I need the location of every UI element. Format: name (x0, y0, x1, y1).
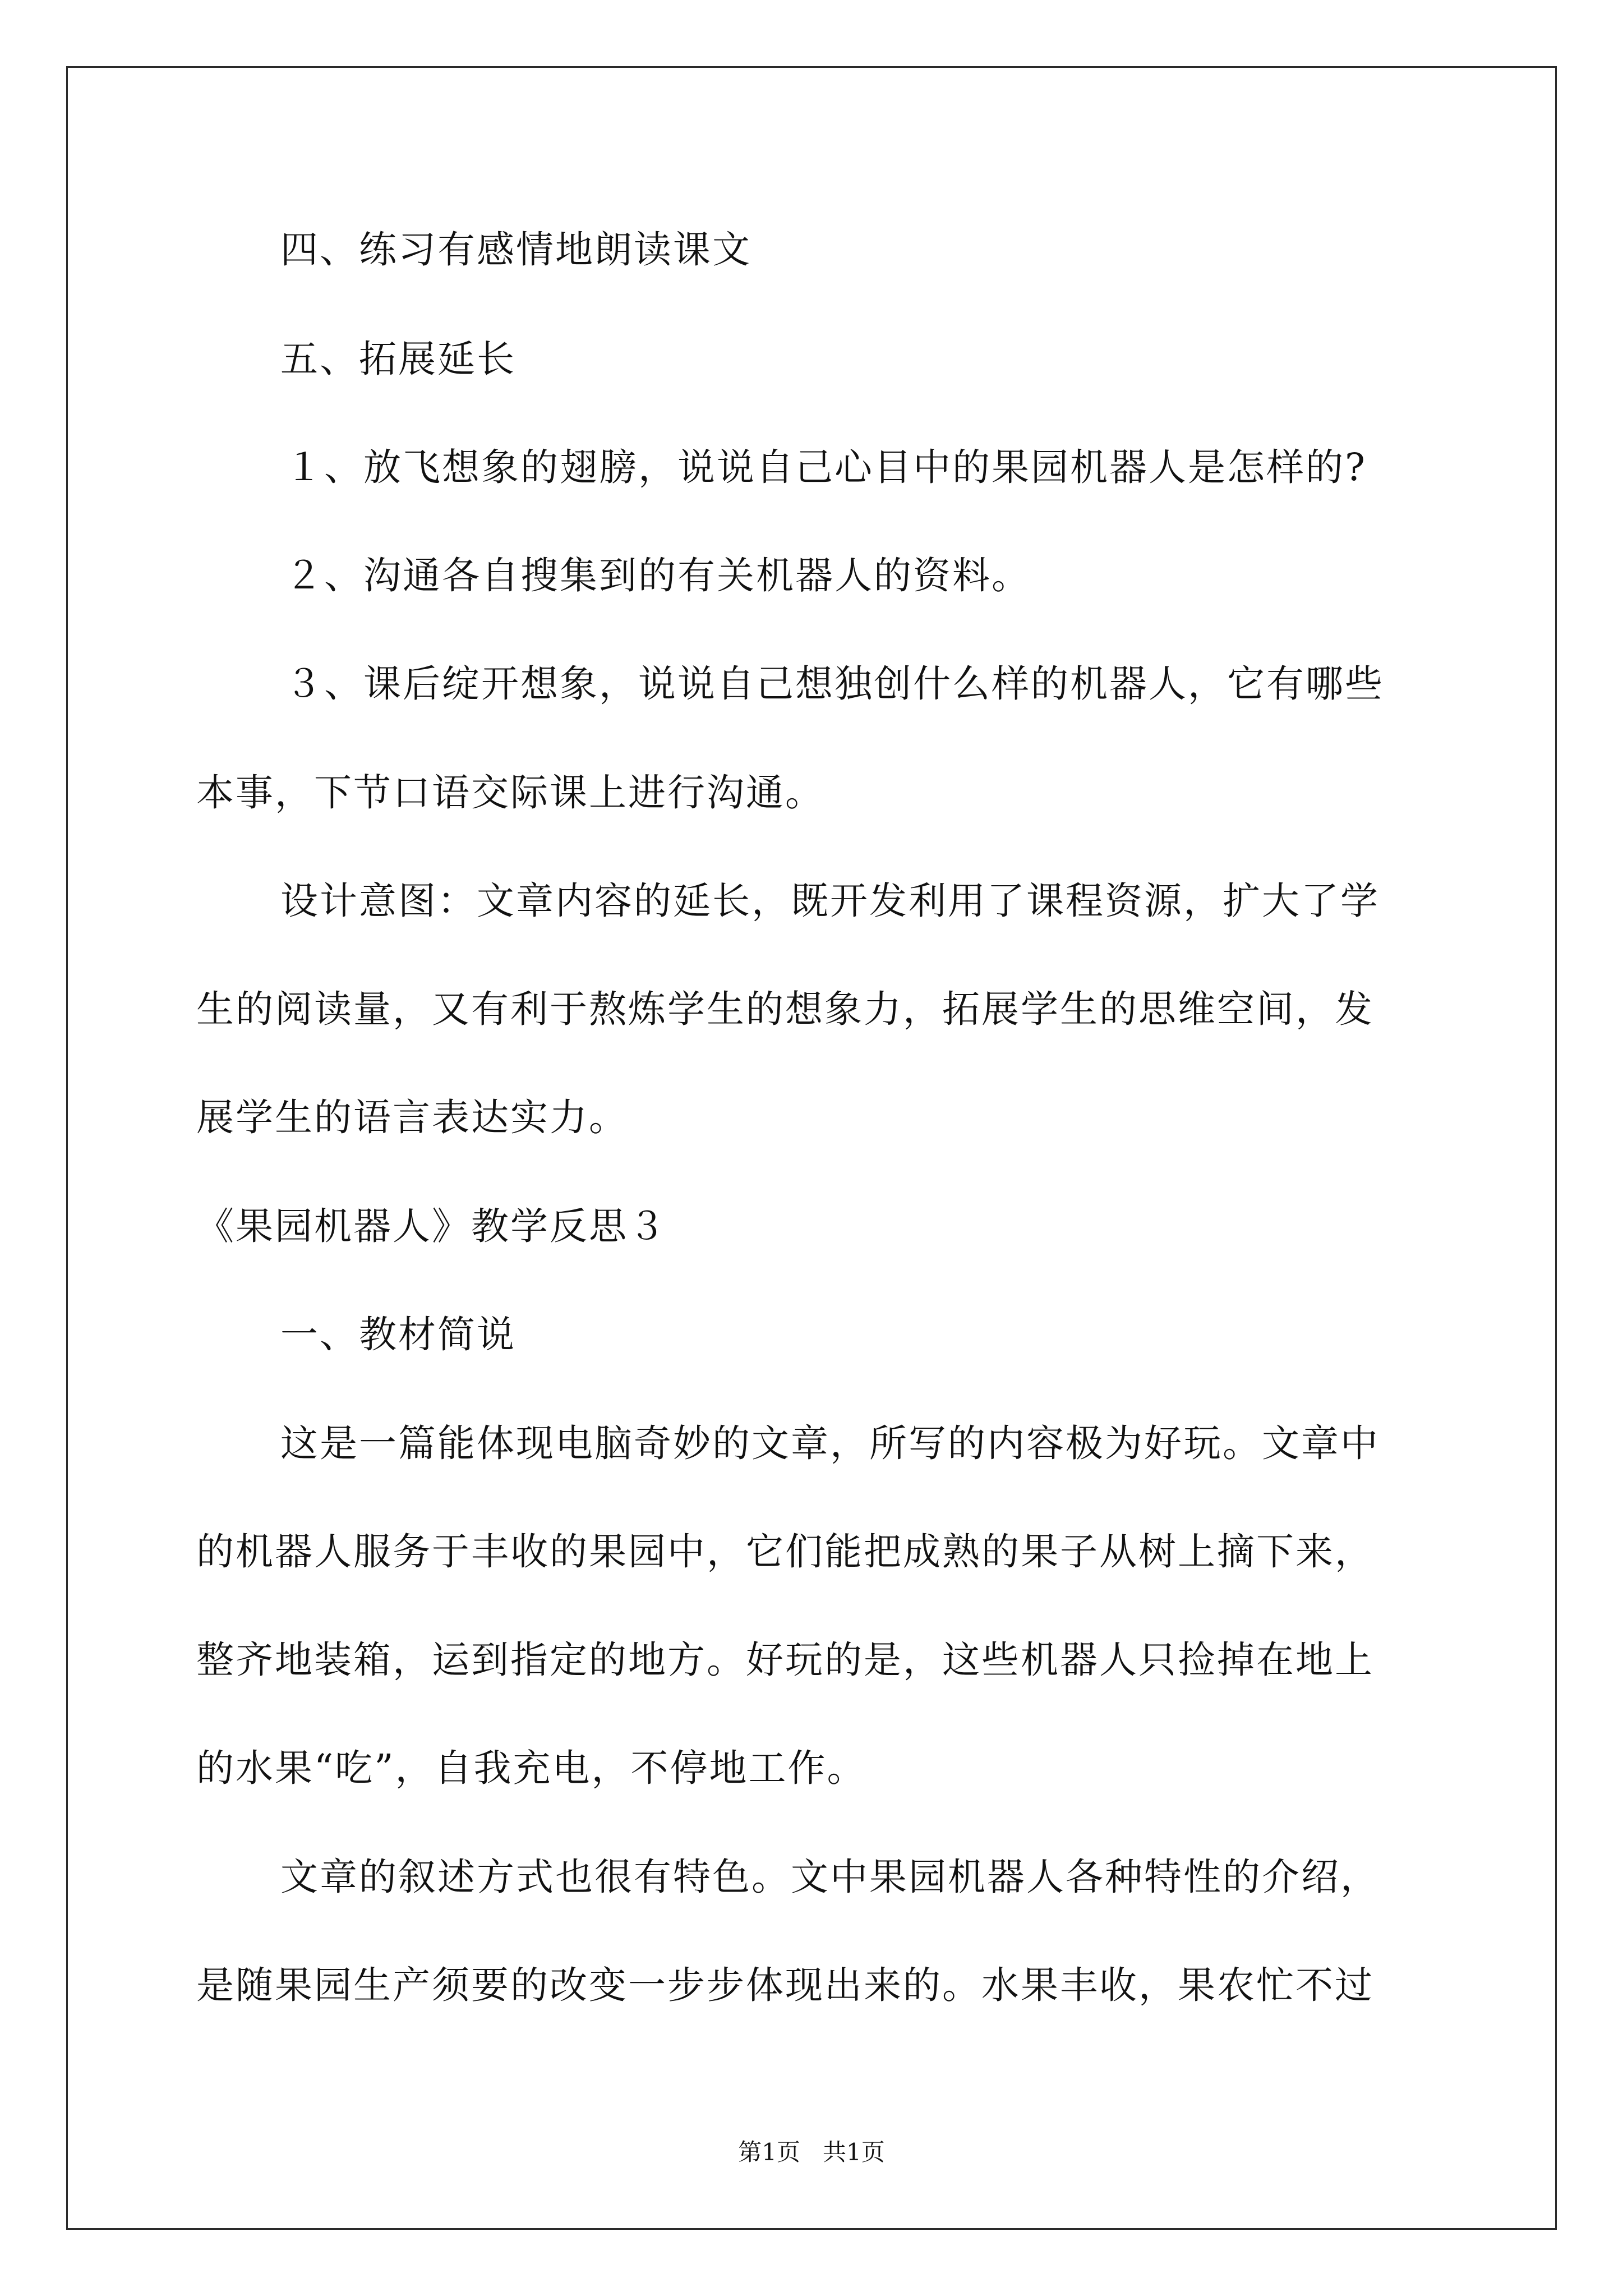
section-heading-1: 一、教材简说 (280, 1313, 516, 1356)
paragraph-line: 生的阅读量，又有利于熬炼学生的想象力，拓展学生的思维空间，发 (196, 987, 1374, 1031)
section-heading-4: 四、练习有感情地朗读课文 (280, 228, 751, 272)
article-title: 《果园机器人》教学反思３ (196, 1204, 667, 1248)
paragraph-line: 文章的叙述方式也很有特色。文中果园机器人各种特性的介绍， (280, 1855, 1380, 1899)
paragraph-line: 本事，下节口语交际课上进行沟通。 (196, 771, 824, 815)
section-heading-5: 五、拓展延长 (280, 337, 516, 381)
paragraph-line: 这是一篇能体现电脑奇妙的文章，所写的内容极为好玩。文章中 (280, 1421, 1380, 1465)
paragraph-line: 的水果“吃”，自我充电，不停地工作。 (196, 1746, 866, 1790)
list-item-2: ２、沟通各自搜集到的有关机器人的资料。 (285, 554, 1031, 597)
paragraph-line: 整齐地装箱，运到指定的地方。好玩的是，这些机器人只捡掉在地上 (196, 1638, 1374, 1682)
paragraph-line: 的机器人服务于丰收的果园中，它们能把成熟的果子从树上摘下来， (196, 1530, 1374, 1573)
list-item-3: ３、课后绽开想象，说说自己想独创什么样的机器人，它有哪些 (285, 662, 1384, 706)
paragraph-line: 是随果园生产须要的改变一步步体现出来的。水果丰收，果农忙不过 (196, 1963, 1374, 2007)
list-item-1: １、放飞想象的翅膀，说说自己心目中的果园机器人是怎样的? (285, 445, 1367, 489)
page-footer: 第1页 共1页 (738, 2138, 885, 2166)
paragraph-line: 展学生的语言表达实力。 (196, 1096, 628, 1139)
page-border (66, 66, 1557, 2230)
design-intent-paragraph: 设计意图：文章内容的延长，既开发利用了课程资源，扩大了学 (280, 879, 1380, 923)
